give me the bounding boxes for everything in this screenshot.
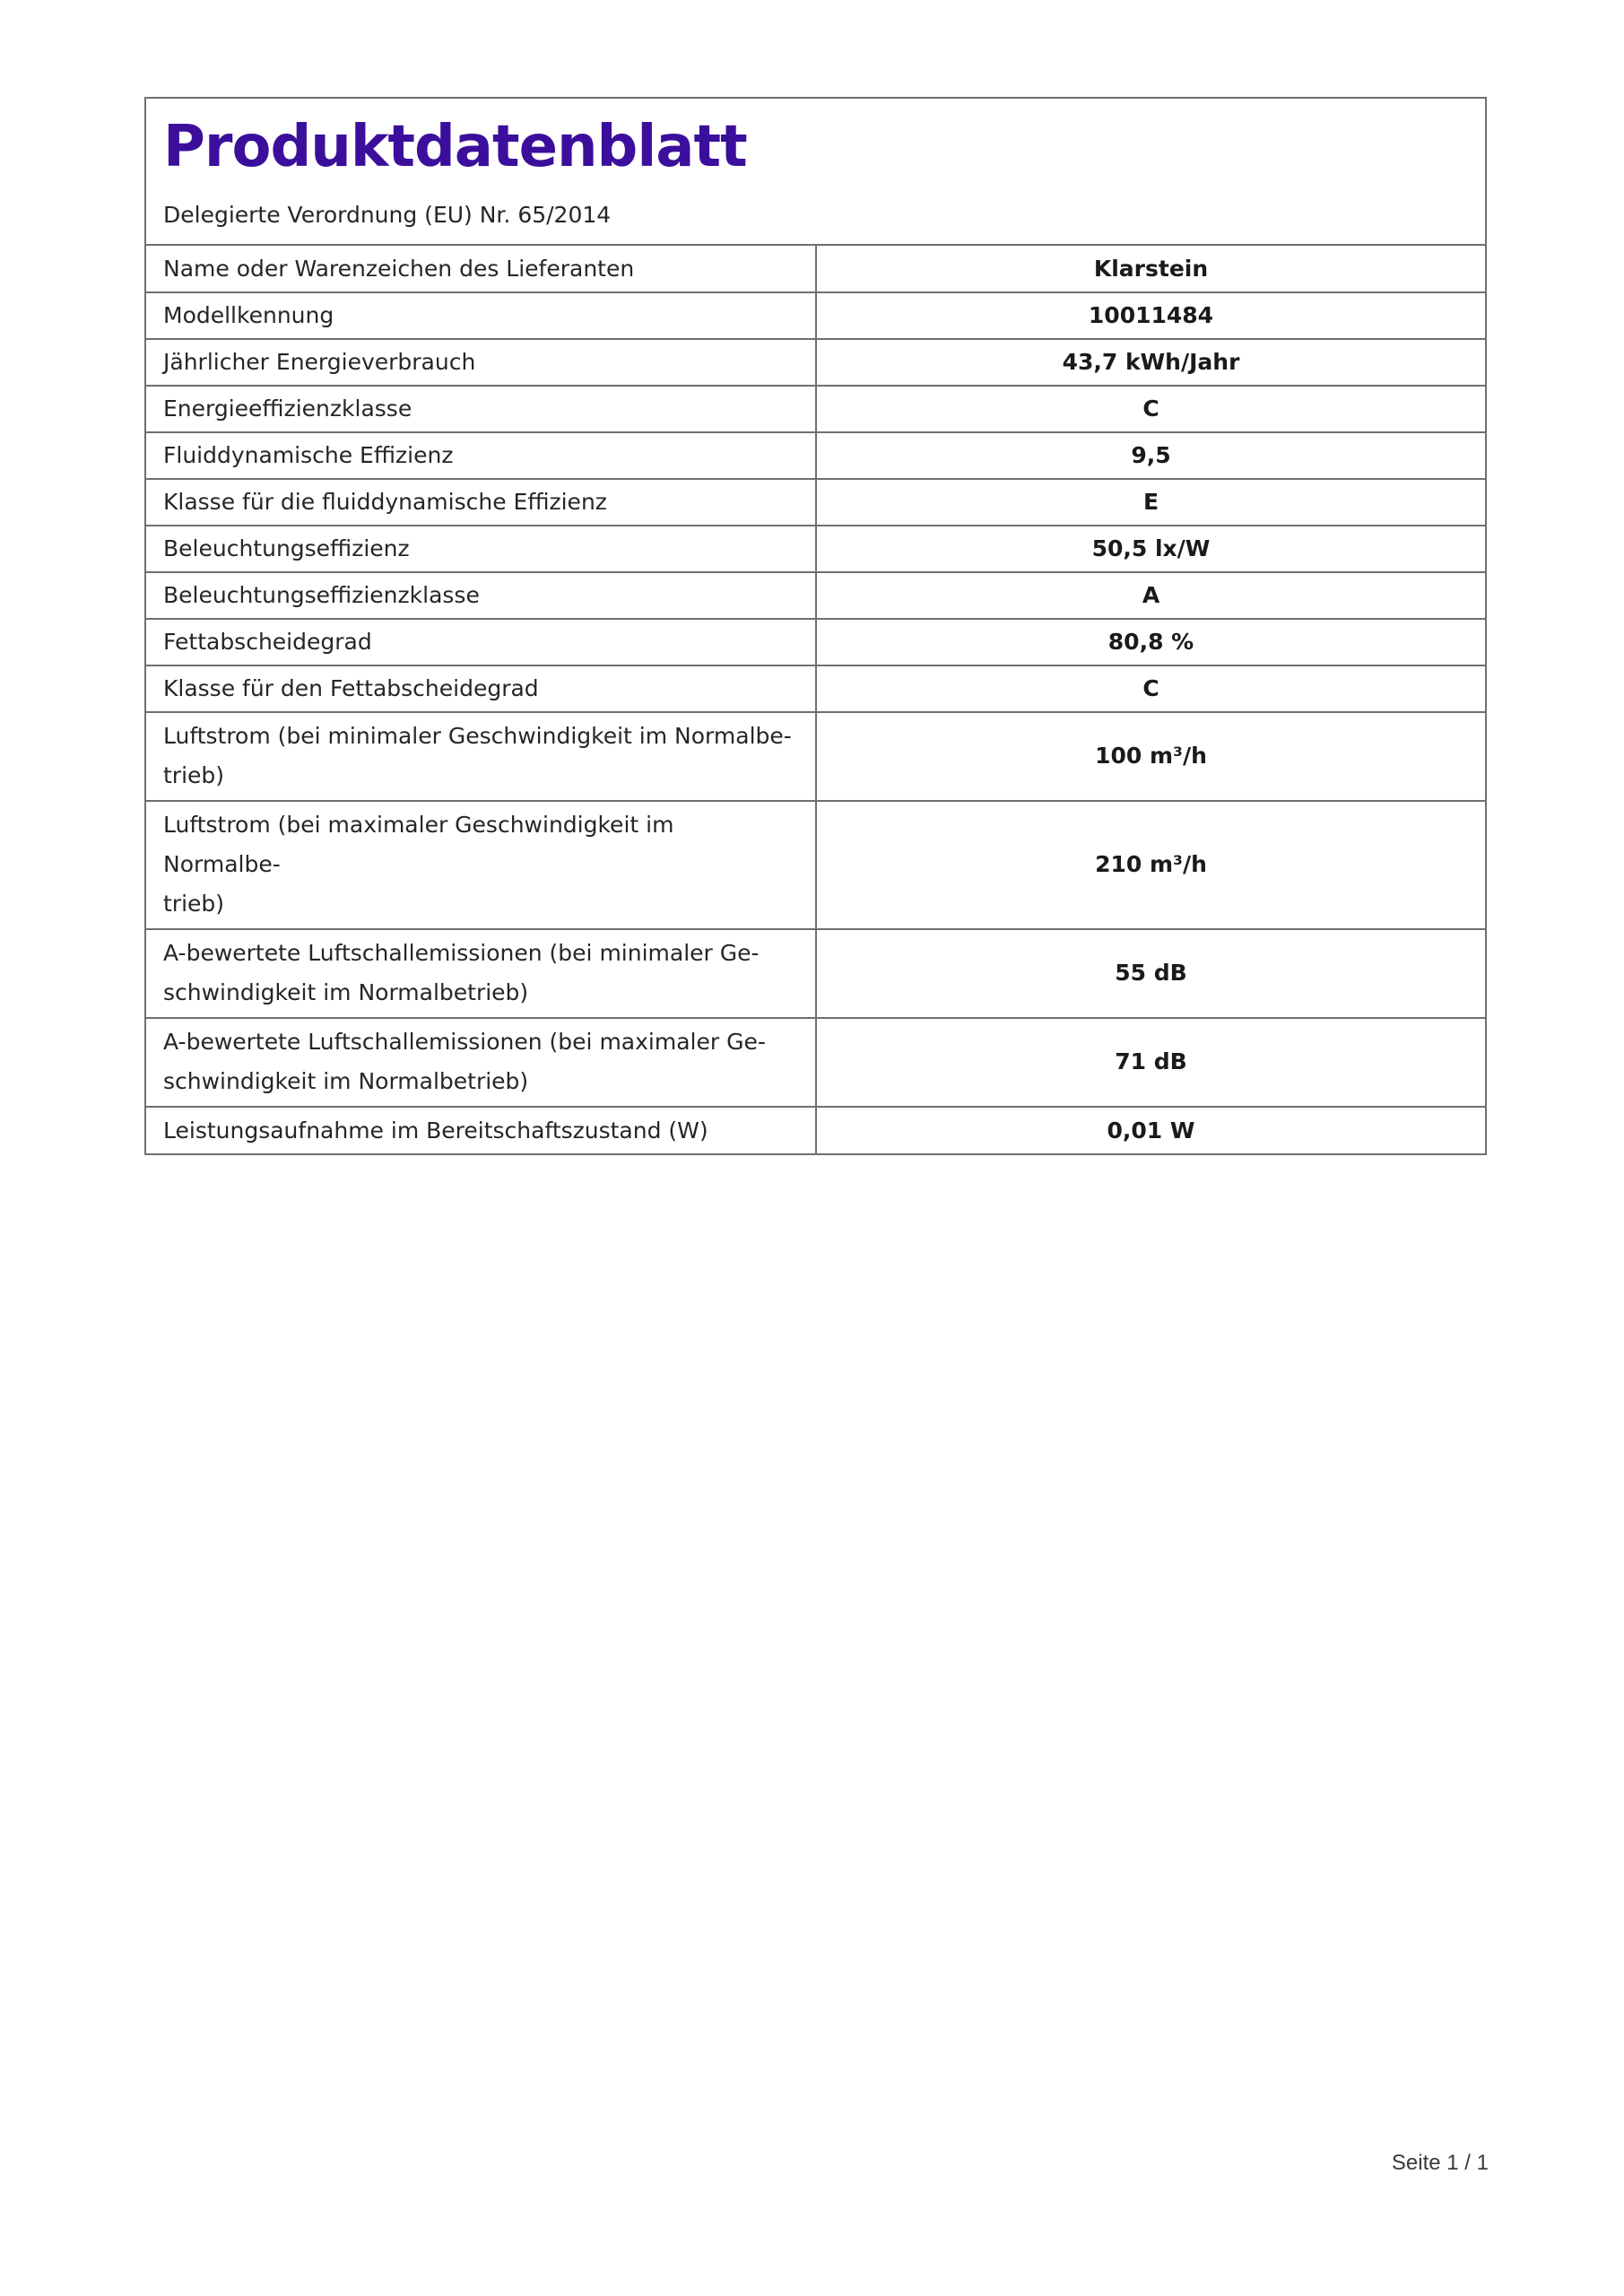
regulation-subtitle: Delegierte Verordnung (EU) Nr. 65/2014 — [163, 202, 612, 228]
table-row — [146, 572, 1485, 619]
table-row — [146, 292, 1485, 339]
row-label-line: A-bewertete Luftschallemissionen (bei maximaler Ge- — [163, 1029, 766, 1055]
sheet-header — [146, 99, 1485, 246]
row-label: Leistungsaufnahme im Bereitschaftszustand (W) — [146, 1107, 816, 1153]
product-data-sheet — [144, 97, 1487, 1155]
row-label-line: A-bewertete Luftschallemissionen (bei minimaler Ge- — [163, 940, 760, 966]
row-label-line: Luftstrom (bei maximaler Geschwindigkeit im Normalbe- — [163, 812, 674, 877]
row-label — [146, 712, 816, 801]
row-label — [146, 801, 816, 929]
row-value: A — [816, 572, 1485, 619]
row-value: C — [816, 665, 1485, 712]
row-value: C — [816, 386, 1485, 432]
row-value: 9,5 — [816, 432, 1485, 479]
table-row — [146, 246, 1485, 292]
row-value: 55 dB — [816, 929, 1485, 1018]
row-label: Energieeffizienzklasse — [146, 386, 816, 432]
row-value: 71 dB — [816, 1018, 1485, 1107]
page-title: Produktdatenblatt — [163, 114, 747, 180]
row-label — [146, 1018, 816, 1107]
table-row — [146, 619, 1485, 665]
row-label: Beleuchtungseffizienzklasse — [146, 572, 816, 619]
page-number: Seite 1 / 1 — [1391, 2151, 1489, 2175]
row-value: E — [816, 479, 1485, 526]
table-row — [146, 712, 1485, 801]
table-row — [146, 339, 1485, 386]
row-label-line: schwindigkeit im Normalbetrieb) — [163, 979, 529, 1005]
row-label: Modellkennung — [146, 292, 816, 339]
row-value: 210 m³/h — [816, 801, 1485, 929]
row-label: Klasse für den Fettabscheidegrad — [146, 665, 816, 712]
row-value: 10011484 — [816, 292, 1485, 339]
row-label: Name oder Warenzeichen des Lieferanten — [146, 246, 816, 292]
row-label: Beleuchtungseffizienz — [146, 526, 816, 572]
row-label-line: Luftstrom (bei minimaler Geschwindigkeit im Normalbe- — [163, 723, 792, 749]
table-row — [146, 432, 1485, 479]
row-value: 100 m³/h — [816, 712, 1485, 801]
table-row — [146, 479, 1485, 526]
row-value: 50,5 lx/W — [816, 526, 1485, 572]
table-row — [146, 929, 1485, 1018]
row-label: Jährlicher Energieverbrauch — [146, 339, 816, 386]
row-value: Klarstein — [1093, 255, 1209, 282]
table-row — [146, 386, 1485, 432]
row-label-line: schwindigkeit im Normalbetrieb) — [163, 1068, 529, 1094]
row-value: 43,7 kWh/Jahr — [816, 339, 1485, 386]
row-value: 0,01 W — [816, 1107, 1485, 1153]
row-label-line: trieb) — [163, 891, 225, 917]
table-row — [146, 1107, 1485, 1153]
table-row — [146, 1018, 1485, 1107]
product-data-table — [146, 246, 1485, 1153]
table-row — [146, 665, 1485, 712]
row-label: Klasse für die fluiddynamische Effizienz — [146, 479, 816, 526]
row-label: Fluiddynamische Effizienz — [146, 432, 816, 479]
table-row — [146, 801, 1485, 929]
row-label: Fettabscheidegrad — [146, 619, 816, 665]
row-value: 80,8 % — [816, 619, 1485, 665]
row-label-line: trieb) — [163, 762, 225, 788]
row-label — [146, 929, 816, 1018]
table-row — [146, 526, 1485, 572]
